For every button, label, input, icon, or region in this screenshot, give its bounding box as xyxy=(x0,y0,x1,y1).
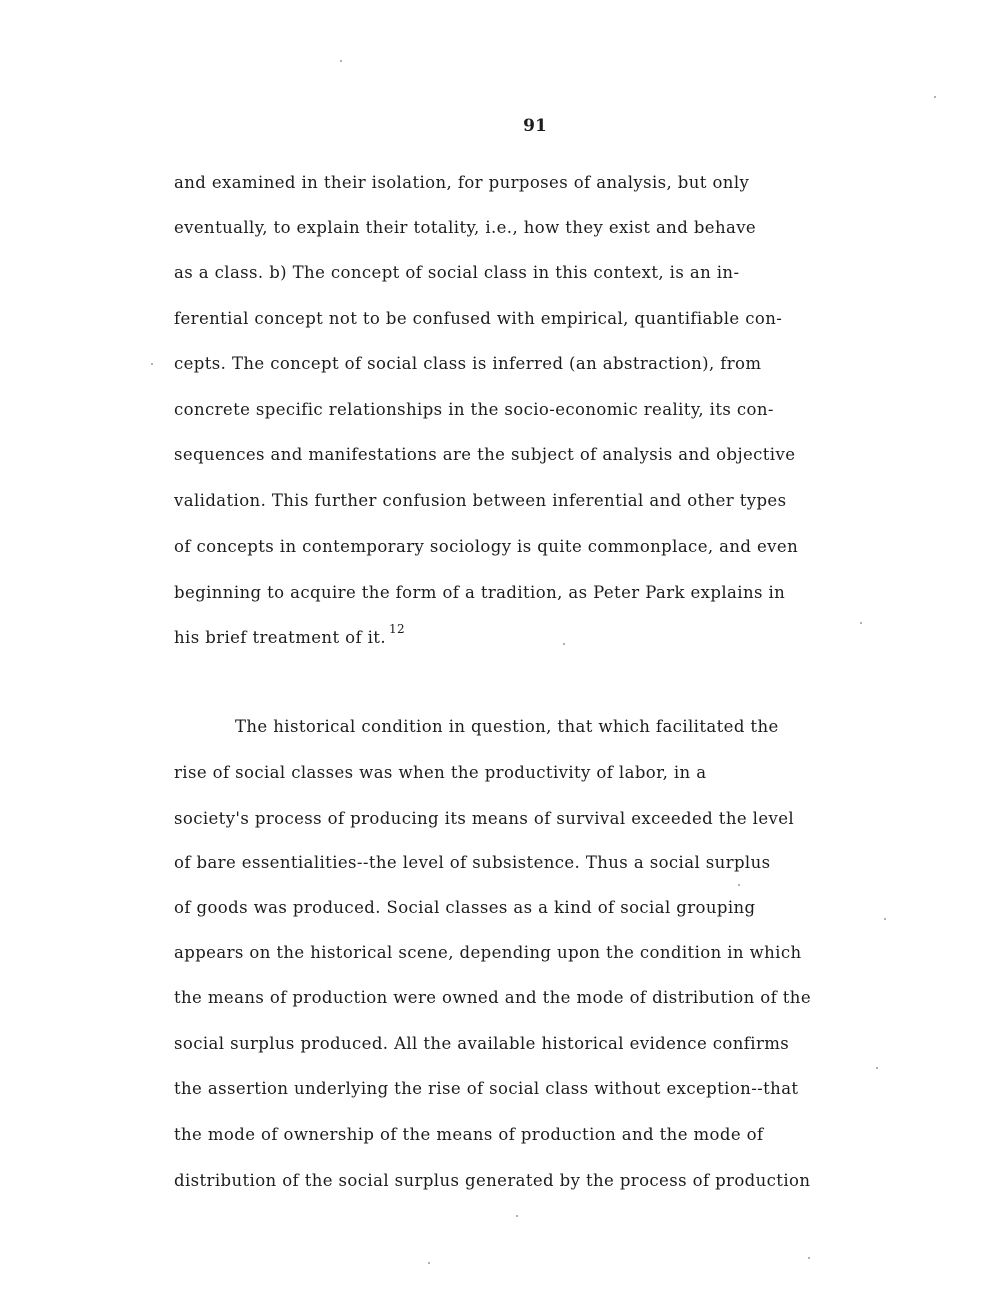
scan-speck xyxy=(934,96,936,98)
paragraph1-line-9: of concepts in contemporary sociology is quite commonplace, and even xyxy=(174,537,799,556)
scan-speck xyxy=(151,363,153,365)
paragraph1-line-7: sequences and manifestations are the subject of analysis and objective xyxy=(174,445,796,464)
scan-speck xyxy=(808,1257,810,1259)
paragraph1-line-5: cepts. The concept of social class is inferred (an abstraction), from xyxy=(174,354,762,373)
paragraph1-line-6: concrete specific relationships in the socio-economic reality, its con- xyxy=(174,400,774,419)
paragraph2-line-3: society's process of producing its means of survival exceeded the level xyxy=(174,809,795,828)
paragraph2-line-2: rise of social classes was when the productivity of labor, in a xyxy=(174,763,707,782)
scan-speck xyxy=(860,622,862,624)
paragraph1-line-11 xyxy=(174,622,406,649)
paragraph2-line-11: distribution of the social surplus generated by the process of production xyxy=(174,1171,811,1190)
scan-speck xyxy=(516,1215,518,1217)
page-number: 91 xyxy=(523,116,547,136)
paragraph2-line-4: of bare essentialities--the level of subsistence. Thus a social surplus xyxy=(174,853,771,872)
paragraph1-line-3: as a class. b) The concept of social class in this context, is an in- xyxy=(174,263,740,282)
paragraph1-line-8: validation. This further confusion between inferential and other types xyxy=(174,491,787,510)
scan-speck xyxy=(876,1067,878,1069)
scan-speck xyxy=(340,60,342,62)
footnote-reference: 12 xyxy=(388,622,406,636)
paragraph2-line-8: social surplus produced. All the available historical evidence confirms xyxy=(174,1034,790,1053)
scan-speck xyxy=(563,643,565,645)
scan-speck xyxy=(428,1262,430,1264)
scan-speck xyxy=(738,884,740,886)
paragraph2-line-1: The historical condition in question, that which facilitated the xyxy=(235,717,779,736)
paragraph2-line-9: the assertion underlying the rise of social class without exception--that xyxy=(174,1079,799,1098)
paragraph2-line-5: of goods was produced. Social classes as a kind of social grouping xyxy=(174,898,756,917)
scan-speck xyxy=(884,918,886,920)
paragraph2-line-7: the means of production were owned and the mode of distribution of the xyxy=(174,988,811,1007)
paragraph1-line-4: ferential concept not to be confused with empirical, quantifiable con- xyxy=(174,309,783,328)
paragraph1-last-text: his brief treatment of it. xyxy=(174,628,386,647)
paragraph1-line-10: beginning to acquire the form of a tradition, as Peter Park explains in xyxy=(174,583,786,602)
paragraph1-line-2: eventually, to explain their totality, i.e., how they exist and behave xyxy=(174,218,757,237)
paragraph1-line-1: and examined in their isolation, for purposes of analysis, but only xyxy=(174,173,750,192)
paragraph2-line-6: appears on the historical scene, depending upon the condition in which xyxy=(174,943,802,962)
paragraph2-line-10: the mode of ownership of the means of production and the mode of xyxy=(174,1125,764,1144)
